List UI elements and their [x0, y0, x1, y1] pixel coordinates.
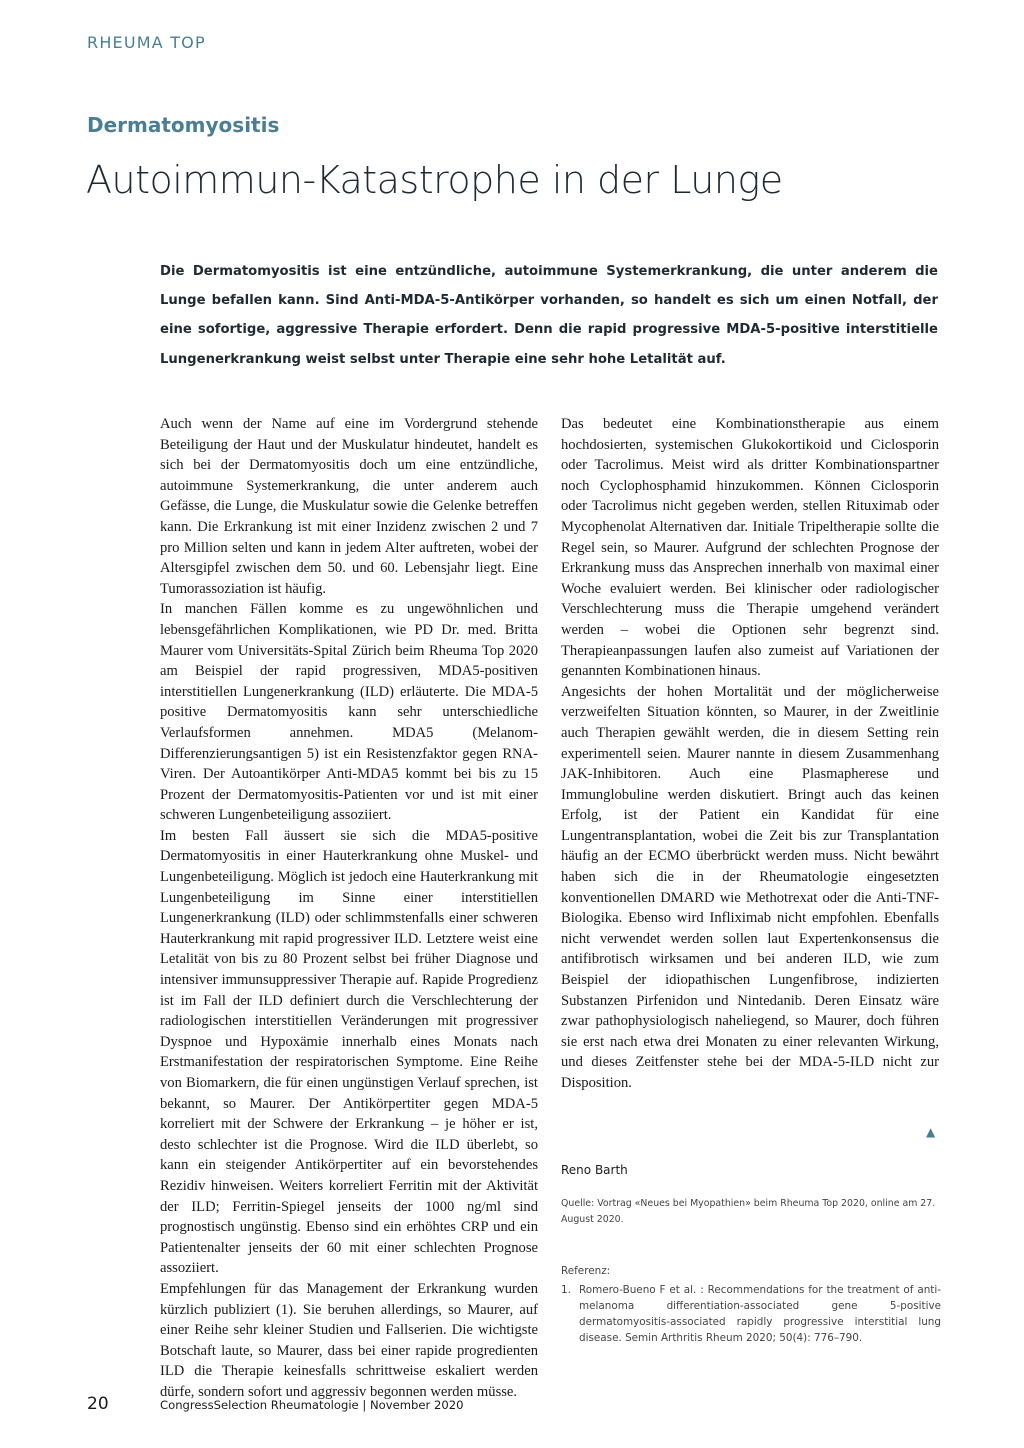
article-title: Autoimmun-Katastrophe in der Lunge: [86, 158, 783, 202]
article-lead: Die Dermatomyositis ist eine entzündliche, autoimmune Systemerkrankung, die unter anderem die Lunge befallen kann. Sind Anti-MDA-5-Antikörper vorhanden, so handelt es sich um einen Notfall, der eine sofortige, aggressive Therapie erfordert. Denn die rapid progressive MDA-5-positive interstitielle Lungenerkrankung weist selbst unter Therapie eine sehr hohe Letalität auf.: [160, 264, 938, 367]
article-kicker: Dermatomyositis: [87, 113, 280, 137]
footer-publication: CongressSelection Rheumatologie | November 2020: [160, 1398, 464, 1412]
reference-number: 1.: [561, 1284, 571, 1296]
page-number: 20: [87, 1394, 109, 1414]
body-column-left: [160, 414, 538, 1403]
body-paragraph: In manchen Fällen komme es zu ungewöhnlichen und lebensgefährlichen Komplikationen, wie PD Dr. med. Britta Maurer vom Universitäts-Spital Zürich beim Rheuma Top 2020 am Beispiel der rapid progressiven, MDA5-positiven interstitiellen Lungenerkrankung (ILD) erläuterte. Die MDA-5 positive Dermatomyositis kann sehr unterschiedliche Verlaufsformen annehmen. MDA5 (Melanom-Differenzierungsantigen 5) ist ein Resistenzfaktor gegen RNA-Viren. Der Autoantikörper Anti-MDA5 kommt bei bis zu 15 Prozent der Dermatomyositis-Patienten vor und ist mit einer schweren Lungenbeteiligung assoziiert.: [160, 601, 538, 824]
author-name: Reno Barth: [561, 1163, 628, 1177]
source-note: Quelle: Vortrag «Neues bei Myopathien» beim Rheuma Top 2020, online am 27. August 2020.: [561, 1198, 936, 1225]
body-paragraph: Empfehlungen für das Management der Erkrankung wurden kürzlich publiziert (1). Sie beruhen allerdings, so Maurer, auf einer Reihe sehr kleiner Studien und Fallserien. Die wichtigste Botschaft laute, so Maurer, dass bei einer rapide progredienten ILD die Therapie keinesfalls schrittweise eskaliert werden dürfe, sondern sofort und aggressiv begonnen werden müsse.: [160, 1280, 538, 1400]
references-heading: Referenz:: [561, 1265, 611, 1277]
end-of-article-icon: ▲: [926, 1125, 936, 1139]
body-paragraph: Angesichts der hohen Mortalität und der möglicherweise verzweifelten Situation könnten, so Maurer, in der Zweitlinie auch Therapien gewählt werden, die in diesem Setting rein experimentell seien. Maurer nannte in diesem Zusammenhang JAK-Inhibitoren. Auch eine Plasmapherese und Immunglobuline werden diskutiert. Bringt auch das keinen Erfolg, ist der Patient ein Kandidat für eine Lungentransplantation, wobei die Zeit bis zur Transplantation häufig an der ECMO überbrückt werden muss. Nicht bewährt haben sich die in der Rheumatologie eingesetzten konventionellen DMARD wie Methotrexat oder die Anti-TNF-Biologika. Ebenso wird Infliximab nicht empfohlen. Ebenfalls nicht verwendet werden sollen laut Expertenkonsensus die antifibrotisch wirksamen und bei anderen ILD, wie zum Beispiel der idiopathischen Lungenfibrose, indizierten Substanzen Pirfenidon und Nintedanib. Deren Einsatz wäre zwar pathophysiologisch naheliegend, so Maurer, doch führen sie erst nach etwa drei Monaten zu einer relevanten Wirkung, und dieses Zeitfenster stehe bei der MDA-5-ILD nicht zur Disposition.: [561, 683, 939, 1091]
body-paragraph: Auch wenn der Name auf eine im Vordergrund stehende Beteiligung der Haut und der Muskulatur hindeutet, handelt es sich bei der Dermatomyositis doch um eine entzündliche, autoimmune Systemerkrankung, die unter anderem auch Gefässe, die Lunge, die Muskulatur sowie die Gelenke betreffen kann. Die Erkrankung ist mit einer Inzidenz zwischen 2 und 7 pro Million selten und kann in jedem Alter auftreten, wobei der Altersgipfel zwischen dem 50. und 60. Lebensjahr liegt. Eine Tumorassoziation ist häufig.: [160, 416, 538, 597]
running-head: RHEUMA TOP: [87, 33, 206, 52]
body-paragraph: Das bedeutet eine Kombinationstherapie aus einem hochdosierten, systemischen Glukokortikoid und Ciclosporin oder Tacrolimus. Meist wird als dritter Kombinationspartner noch Cyclophosphamid hinzukommen. Können Ciclosporin oder Tacrolimus nicht gegeben werden, stellen Rituximab oder Mycophenolat Alternativen dar. Initiale Tripeltherapie sollte die Regel sein, so Maurer. Aufgrund der schlechten Prognose der Erkrankung muss das Ansprechen innerhalb von maximal einer Woche evaluiert werden. Bei klinischer oder radiologischer Verschlechterung muss die Therapie umgehend verändert werden – wobei die Optionen sehr begrenzt sind. Therapieanpassungen laufen also zumeist auf Variationen der genannten Kombinationen hinaus.: [561, 416, 939, 680]
body-paragraph: Im besten Fall äussert sie sich die MDA5-positive Dermatomyositis in einer Hauterkrankung ohne Muskel- und Lungenbeteiligung. Möglich ist jedoch eine Hauterkrankung mit Lungenbeteiligung im Sinne einer interstitiellen Lungenerkrankung (ILD) oder schlimmstenfalls einer schweren Hauterkrankung mit rapid progressiver ILD. Letztere weist eine Letalität von bis zu 80 Prozent selbst bei früher Diagnose und intensiver immunsuppressiver Therapie auf. Rapide Progredienz ist im Fall der ILD definiert durch die Verschlechterung der radiologischen interstitiellen Veränderungen mit progressiver Dyspnoe und Hypoxämie innerhalb eines Monats nach Erstmanifestation der respiratorischen Symptome. Eine Reihe von Biomarkern, die für einen ungünstigen Verlauf sprechen, ist bekannt, so Maurer. Der Antikörpertiter gegen MDA-5 korreliert mit der Schwere der Erkrankung – je höher er ist, desto schlechter ist die Prognose. Wird die ILD überlebt, so kann ein steigender Antikörpertiter auf ein bevorstehendes Rezidiv hinweisen. Weiters korreliert Ferritin mit der Aktivität der ILD; Ferritin-Spiegel jenseits der 1000 ng/ml sind prognostisch ungünstig. Ebenso sind ein erhöhtes CRP und ein Patientenalter jenseits der 60 mit einer schlechten Prognose assoziiert.: [160, 827, 538, 1277]
body-column-right: [561, 414, 939, 1094]
reference-text: Romero-Bueno F et al. : Recommendations for the treatment of anti-melanoma differentiation-associated gene 5-positive dermatomyositis-associated rapidly progressive interstitial lung disease. Semin Arthritis Rheum 2020; 50(4): 776–790.: [579, 1284, 941, 1344]
reference-item: [561, 1282, 941, 1346]
